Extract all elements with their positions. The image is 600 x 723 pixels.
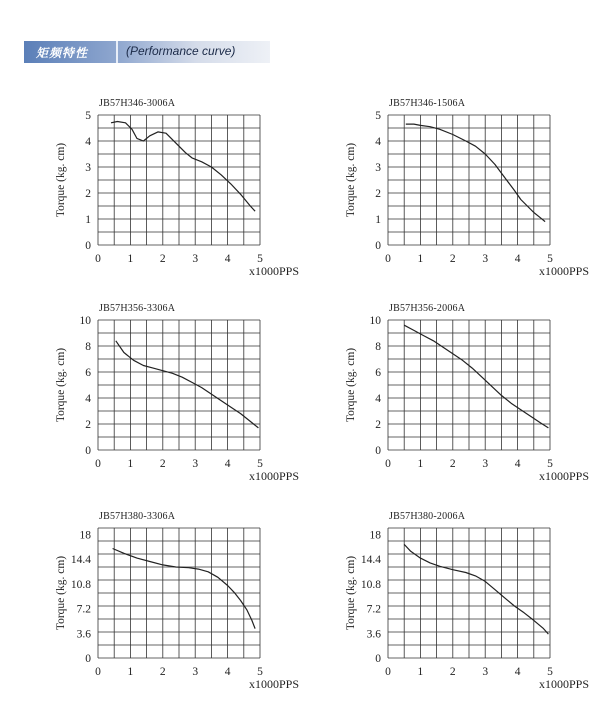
chart-5-xtick: 1	[127, 666, 134, 678]
chart-4-ytick: 6	[375, 367, 381, 379]
chart-4-ytick: 8	[375, 341, 381, 353]
chart-4-ytick: 10	[369, 315, 381, 327]
chart-1-ytick: 4	[85, 136, 91, 148]
chart-panel-2	[340, 95, 590, 295]
chart-3-xtick: 4	[224, 458, 231, 470]
chart-5-series-line	[113, 549, 256, 629]
chart-1-xtick: 0	[95, 253, 101, 265]
chart-2-ytick: 4	[375, 136, 381, 148]
chart-4-series-line	[404, 325, 548, 428]
chart-4-title: JB57H356-2006A	[389, 303, 466, 314]
chart-4-ytick: 2	[375, 419, 381, 431]
chart-2-ytick: 1	[375, 214, 381, 226]
chart-3-xtick: 1	[127, 458, 134, 470]
chart-6-xtick: 4	[514, 666, 521, 678]
chart-panel-6	[340, 508, 590, 708]
chart-1-grid	[98, 115, 260, 245]
chart-5-ytick: 3.6	[76, 628, 91, 641]
chart-4-xlabel: x1000PPS	[538, 469, 590, 483]
chart-1-ytick: 0	[85, 240, 91, 252]
chart-5-ytick: 7.2	[76, 603, 91, 616]
chart-2-ytick: 5	[375, 110, 381, 122]
chart-6-xtick: 1	[417, 666, 424, 678]
chart-panel-5	[50, 508, 300, 708]
chart-3-ytick: 4	[85, 393, 91, 405]
chart-6-grid	[388, 528, 550, 658]
chart-2-xtick: 2	[449, 253, 456, 265]
chart-6-xtick: 5	[547, 666, 553, 678]
chart-2-xtick: 1	[417, 253, 424, 265]
chart-panel-1	[50, 95, 300, 295]
chart-1-xlabel: x1000PPS	[248, 264, 300, 278]
chart-3-title: JB57H356-3306A	[99, 303, 176, 314]
chart-2-series-line	[406, 124, 545, 222]
chart-2-xtick: 3	[482, 253, 489, 265]
chart-6-xlabel: x1000PPS	[538, 677, 590, 691]
chart-5-xtick: 2	[159, 666, 166, 678]
chart-6-xtick: 2	[449, 666, 456, 678]
chart-3-ytick: 0	[85, 445, 91, 457]
header-divider	[116, 41, 118, 63]
chart-6-xtick: 3	[482, 666, 489, 678]
chart-1-series-line	[111, 122, 255, 212]
chart-5-xlabel: x1000PPS	[248, 677, 300, 691]
chart-1-ytick: 2	[85, 188, 91, 200]
chart-5-xtick: 4	[224, 666, 231, 678]
chart-5-xtick: 5	[257, 666, 263, 678]
chart-1-xtick: 2	[159, 253, 166, 265]
chart-5-svg	[50, 508, 300, 708]
chart-2-xlabel: x1000PPS	[538, 264, 590, 278]
section-header-banner	[24, 41, 270, 63]
chart-3-xlabel: x1000PPS	[248, 469, 300, 483]
chart-2-ytick: 2	[375, 188, 381, 200]
chart-2-xtick: 5	[547, 253, 553, 265]
chart-3-grid	[98, 320, 260, 450]
chart-4-ytick: 0	[375, 445, 381, 457]
chart-6-title: JB57H380-2006A	[389, 511, 466, 522]
chart-1-xtick: 3	[192, 253, 199, 265]
chart-3-xtick: 2	[159, 458, 166, 470]
chart-4-ylabel: Torque (kg. cm)	[345, 347, 357, 423]
chart-panel-3	[50, 300, 300, 500]
chart-6-ytick: 18	[369, 529, 381, 542]
chart-2-xtick: 4	[514, 253, 521, 265]
chart-5-xtick: 0	[95, 666, 101, 678]
chart-1-ytick: 1	[85, 214, 91, 226]
chart-4-xtick: 5	[547, 458, 553, 470]
chart-4-xtick: 3	[482, 458, 489, 470]
chart-4-ytick: 4	[375, 393, 381, 405]
chart-2-ylabel: Torque (kg. cm)	[345, 142, 357, 218]
chart-6-ytick: 7.2	[366, 603, 381, 616]
chart-1-xtick: 4	[224, 253, 231, 265]
chart-1-ylabel: Torque (kg. cm)	[55, 142, 67, 218]
chart-6-ytick: 3.6	[366, 628, 381, 641]
chart-panel-4	[340, 300, 590, 500]
chart-3-svg	[50, 300, 300, 500]
chart-6-ytick: 14.4	[360, 554, 381, 567]
chart-2-xtick: 0	[385, 253, 391, 265]
chart-1-xtick: 5	[257, 253, 263, 265]
chart-4-svg	[340, 300, 590, 500]
chart-2-title: JB57H346-1506A	[389, 98, 466, 109]
chart-4-xtick: 1	[417, 458, 424, 470]
chart-4-xtick: 0	[385, 458, 391, 470]
chart-3-ylabel: Torque (kg. cm)	[55, 347, 67, 423]
chart-5-grid	[98, 528, 260, 658]
chart-4-grid	[388, 320, 550, 450]
chart-1-xtick: 1	[127, 253, 134, 265]
chart-3-ytick: 10	[79, 315, 91, 327]
chart-1-title: JB57H346-3006A	[99, 98, 176, 109]
chart-5-xtick: 3	[192, 666, 199, 678]
chart-3-xtick: 5	[257, 458, 263, 470]
chart-2-grid	[388, 115, 550, 245]
chart-3-ytick: 8	[85, 341, 91, 353]
chart-5-title: JB57H380-3306A	[99, 511, 176, 522]
chart-5-ylabel: Torque (kg. cm)	[55, 555, 67, 631]
chart-3-xtick: 0	[95, 458, 101, 470]
chart-2-ytick: 3	[375, 162, 381, 174]
header-title-en: (Performance curve)	[126, 44, 236, 58]
chart-6-series-line	[404, 544, 548, 634]
header-title-cn: 矩频特性	[36, 46, 89, 60]
chart-4-xtick: 4	[514, 458, 521, 470]
chart-6-ylabel: Torque (kg. cm)	[345, 555, 357, 631]
chart-5-ytick: 10.8	[70, 578, 91, 591]
chart-6-ytick: 0	[375, 653, 381, 665]
chart-1-ytick: 5	[85, 110, 91, 122]
chart-5-ytick: 0	[85, 653, 91, 665]
chart-2-ytick: 0	[375, 240, 381, 252]
chart-3-series-line	[116, 341, 259, 428]
chart-6-ytick: 10.8	[360, 578, 381, 591]
chart-4-xtick: 2	[449, 458, 456, 470]
chart-3-ytick: 6	[85, 367, 91, 379]
chart-1-svg	[50, 95, 300, 295]
chart-6-svg	[340, 508, 590, 708]
chart-2-svg	[340, 95, 590, 295]
chart-5-ytick: 18	[79, 529, 91, 542]
chart-3-ytick: 2	[85, 419, 91, 431]
chart-1-ytick: 3	[85, 162, 91, 174]
chart-5-ytick: 14.4	[70, 554, 91, 567]
chart-6-xtick: 0	[385, 666, 391, 678]
chart-3-xtick: 3	[192, 458, 199, 470]
